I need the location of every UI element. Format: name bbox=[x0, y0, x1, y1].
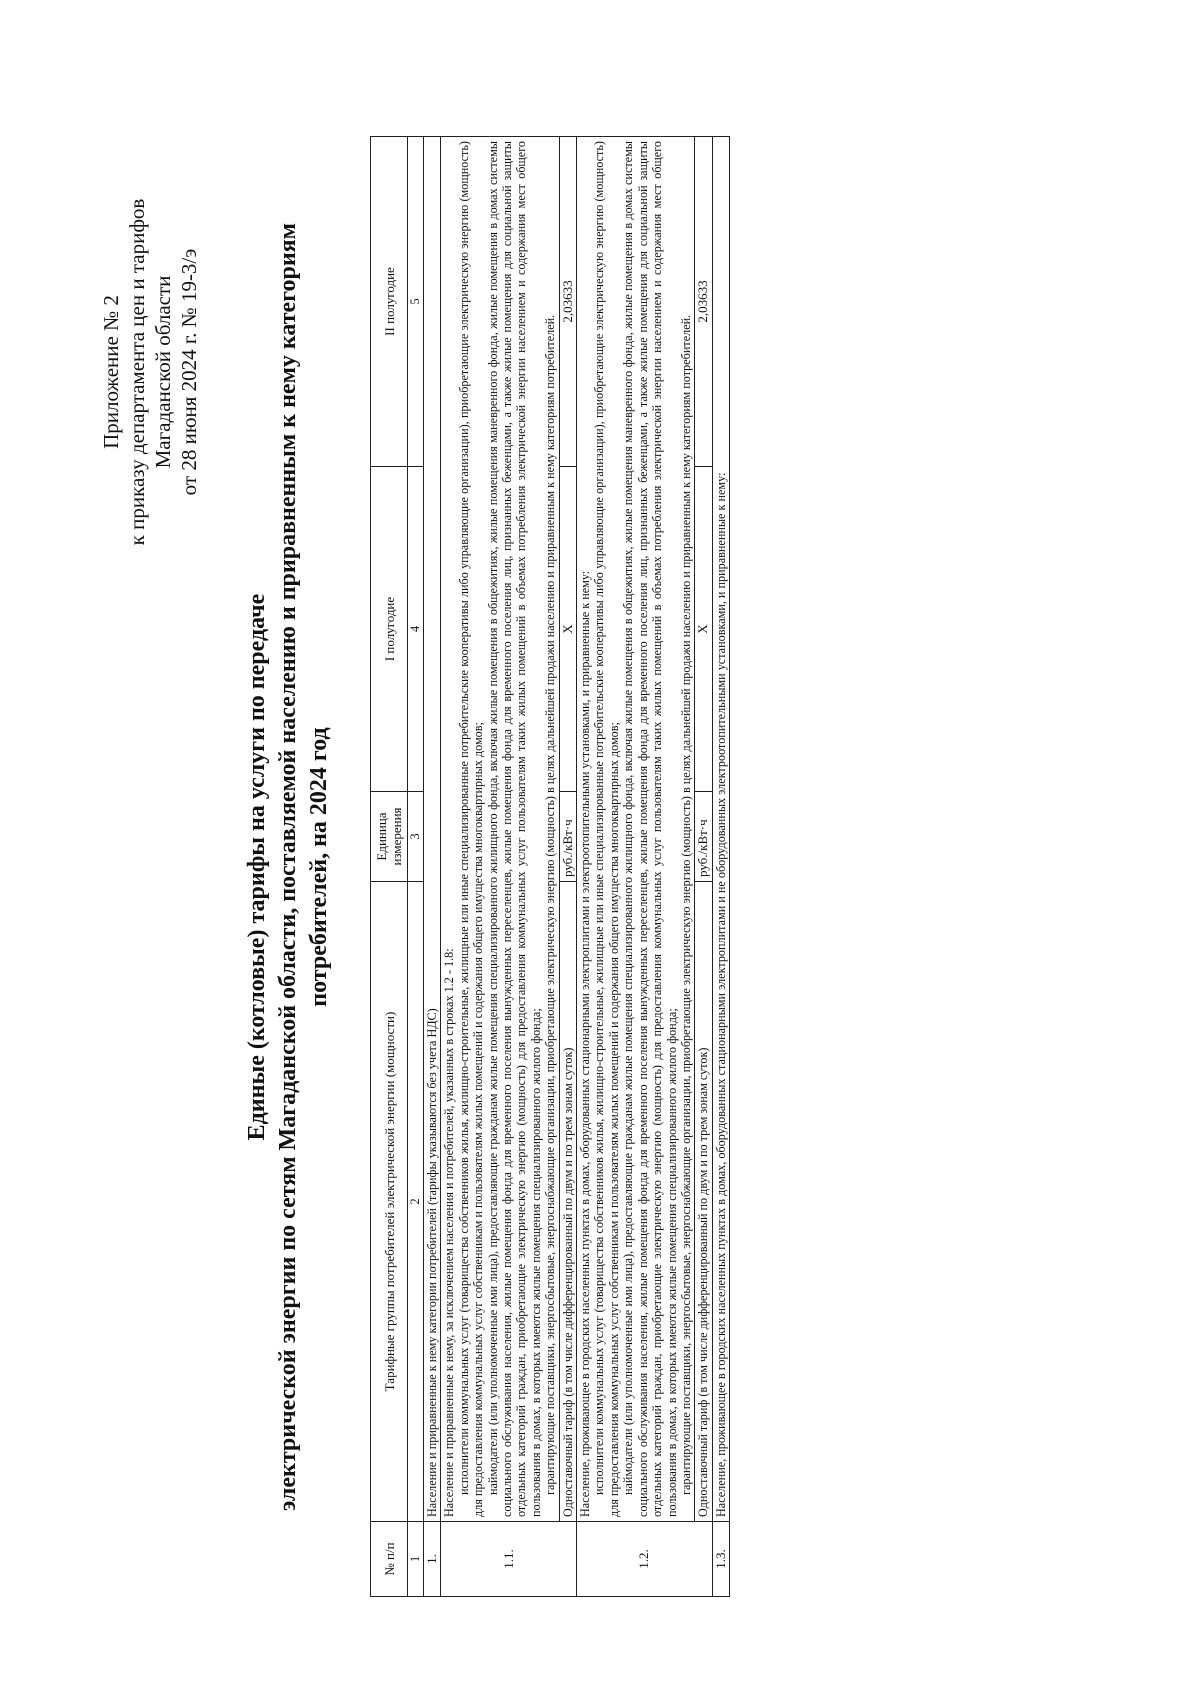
half-1-value: Х bbox=[559, 467, 576, 792]
row-text: Население, проживающее в городских населенных пунктах в домах, оборудованных стационарными электроплитами и не оборудованных электроотопительными установками, и приравненные к нему: bbox=[712, 137, 729, 1522]
table-row bbox=[577, 137, 695, 1597]
appendix-date: от 28 июня 2024 г. № 19-3/э bbox=[177, 248, 201, 496]
title-line-1: Единые (котловые) тарифы на услуги по передаче bbox=[244, 593, 270, 1141]
description-paragraph: гарантирующие поставщики, энергосбытовые, энергоснабжающие организации, приобретающие электрическую энергию (мощность) в целях дальнейшей продажи населению и приравненным к нему категориям потребителей. bbox=[678, 314, 693, 1495]
row-number: 1. bbox=[424, 1522, 441, 1597]
document-page bbox=[80, 117, 1120, 1617]
table-row bbox=[695, 137, 712, 1597]
half-2-value: 2,03633 bbox=[559, 137, 576, 467]
row-description bbox=[577, 137, 695, 1522]
table-row bbox=[712, 137, 729, 1597]
appendix-header bbox=[98, 157, 202, 587]
description-paragraph: Население и приравненные к нему, за исключением населения и потребителей, указанных в строках 1.2 - 1.8: bbox=[442, 948, 457, 1517]
half-2-value: 2,03633 bbox=[695, 137, 712, 467]
row-number: 1.1. bbox=[441, 1522, 577, 1597]
title-line-2: электрической энергии по сетям Магаданской области, поставляемой населению и приравненным к нему категориям bbox=[275, 222, 301, 1512]
header-half-1: I полугодие bbox=[371, 467, 408, 792]
description-paragraph: исполнители коммунальных услуг (товарищества собственников жилья, жилищно-строительные, жилищные или иные специализированные потребительские кооперативы либо управляющие организации), приобретающие электрическую энергию (мощность) для предоставления коммунальных услуг собственникам и пользователям жилых помещений и содержания общего имущества многоквартирных домов; bbox=[456, 141, 486, 1517]
half-1-value: Х bbox=[695, 467, 712, 792]
description-paragraph: наймодатели (или уполномоченные ими лица), предоставляющие гражданам жилые помещения специализированного жилищного фонда, включая жилые помещения в общежитиях, жилые помещения маневренного фонда, жилые помещения в домах системы социального обслуживания населения, жилые помещения фонда для временного поселения вынужденных переселенцев, жилые помещения фонда для временного поселения лиц, признанных беженцами, а также жилые помещения для социальной защиты отдельных категорий граждан, приобретающие электрическую энергию (мощность) для предоставления коммунальных услуг пользователям таких жилых помещений в объемах потребления электрической энергии населением и содержания мест общего пользования в домах, в которых имеются жилые помещения специализированного жилого фонда; bbox=[621, 141, 679, 1517]
col-number: 1 bbox=[408, 1522, 424, 1597]
appendix-number: Приложение № 2 bbox=[99, 295, 123, 449]
tariff-label: Одноставочный тариф (в том числе дифференцированный по двум и по трем зонам суток) bbox=[559, 882, 576, 1522]
table-row bbox=[424, 137, 441, 1597]
table-header-row bbox=[371, 137, 408, 1597]
title-line-3: потребителей, на 2024 год bbox=[306, 727, 332, 1007]
unit-cell: руб./кВт·ч bbox=[695, 792, 712, 882]
description-paragraph: наймодатели (или уполномоченные ими лица), предоставляющие гражданам жилые помещения специализированного жилищного фонда, включая жилые помещения в общежитиях, жилые помещения маневренного фонда, жилые помещения в домах системы социального обслуживания населения, жилые помещения фонда для временного поселения вынужденных переселенцев, жилые помещения фонда для временного поселения лиц, признанных беженцами, а также жилые помещения для социальной защиты отдельных категорий граждан, приобретающие электрическую энергию (мощность) для предоставления коммунальных услуг пользователям таких жилых помещений в объемах потребления электрической энергии населением и содержания мест общего пользования в домах, в которых имеются жилые помещения специализированного жилого фонда; bbox=[485, 141, 543, 1517]
appendix-order-ref: к приказу департамента цен и тарифов bbox=[125, 198, 149, 546]
row-number: 1.2. bbox=[577, 1522, 713, 1597]
header-group: Тарифные группы потребителей электрической энергии (мощности) bbox=[371, 882, 408, 1522]
document-title bbox=[242, 137, 335, 1597]
col-number: 3 bbox=[408, 792, 424, 882]
col-number: 2 bbox=[408, 882, 424, 1522]
description-paragraph: исполнители коммунальных услуг (товарищества собственников жилья, жилищно-строительные, жилищные или иные специализированные потребительские кооперативы либо управляющие организации), приобретающие электрическую энергию (мощность) для предоставления коммунальных услуг собственникам и пользователям жилых помещений и содержания общего имущества многоквартирных домов; bbox=[592, 141, 621, 1517]
row-text: Население и приравненные к нему категории потребителей (тарифы указываются без учета НДС) bbox=[424, 137, 441, 1522]
col-number: 4 bbox=[408, 467, 424, 792]
header-half-2: II полугодие bbox=[371, 137, 408, 467]
appendix-region: Магаданской области bbox=[151, 275, 175, 469]
tariff-label: Одноставочный тариф (в том числе дифференцированный по двум и по трем зонам суток) bbox=[695, 882, 712, 1522]
table-row bbox=[559, 137, 576, 1597]
col-number: 5 bbox=[408, 137, 424, 467]
description-paragraph: гарантирующие поставщики, энергосбытовые, энергоснабжающие организации, приобретающие электрическую энергию (мощность) в целях дальнейшей продажи населению и приравненным к нему категориям потребителей. bbox=[543, 314, 558, 1495]
row-number: 1.3. bbox=[712, 1522, 729, 1597]
table-row bbox=[441, 137, 559, 1597]
column-number-row bbox=[408, 137, 424, 1597]
tariff-table bbox=[370, 136, 730, 1597]
row-description bbox=[441, 137, 559, 1522]
description-paragraph: Население, проживающее в городских населенных пунктах в домах, оборудованных стационарными электроплитами и электроотопительными установками, и приравненные к нему: bbox=[578, 570, 593, 1517]
unit-cell: руб./кВт·ч bbox=[559, 792, 576, 882]
header-unit: Единица измерения bbox=[371, 792, 408, 882]
header-num: № п/п bbox=[371, 1522, 408, 1597]
